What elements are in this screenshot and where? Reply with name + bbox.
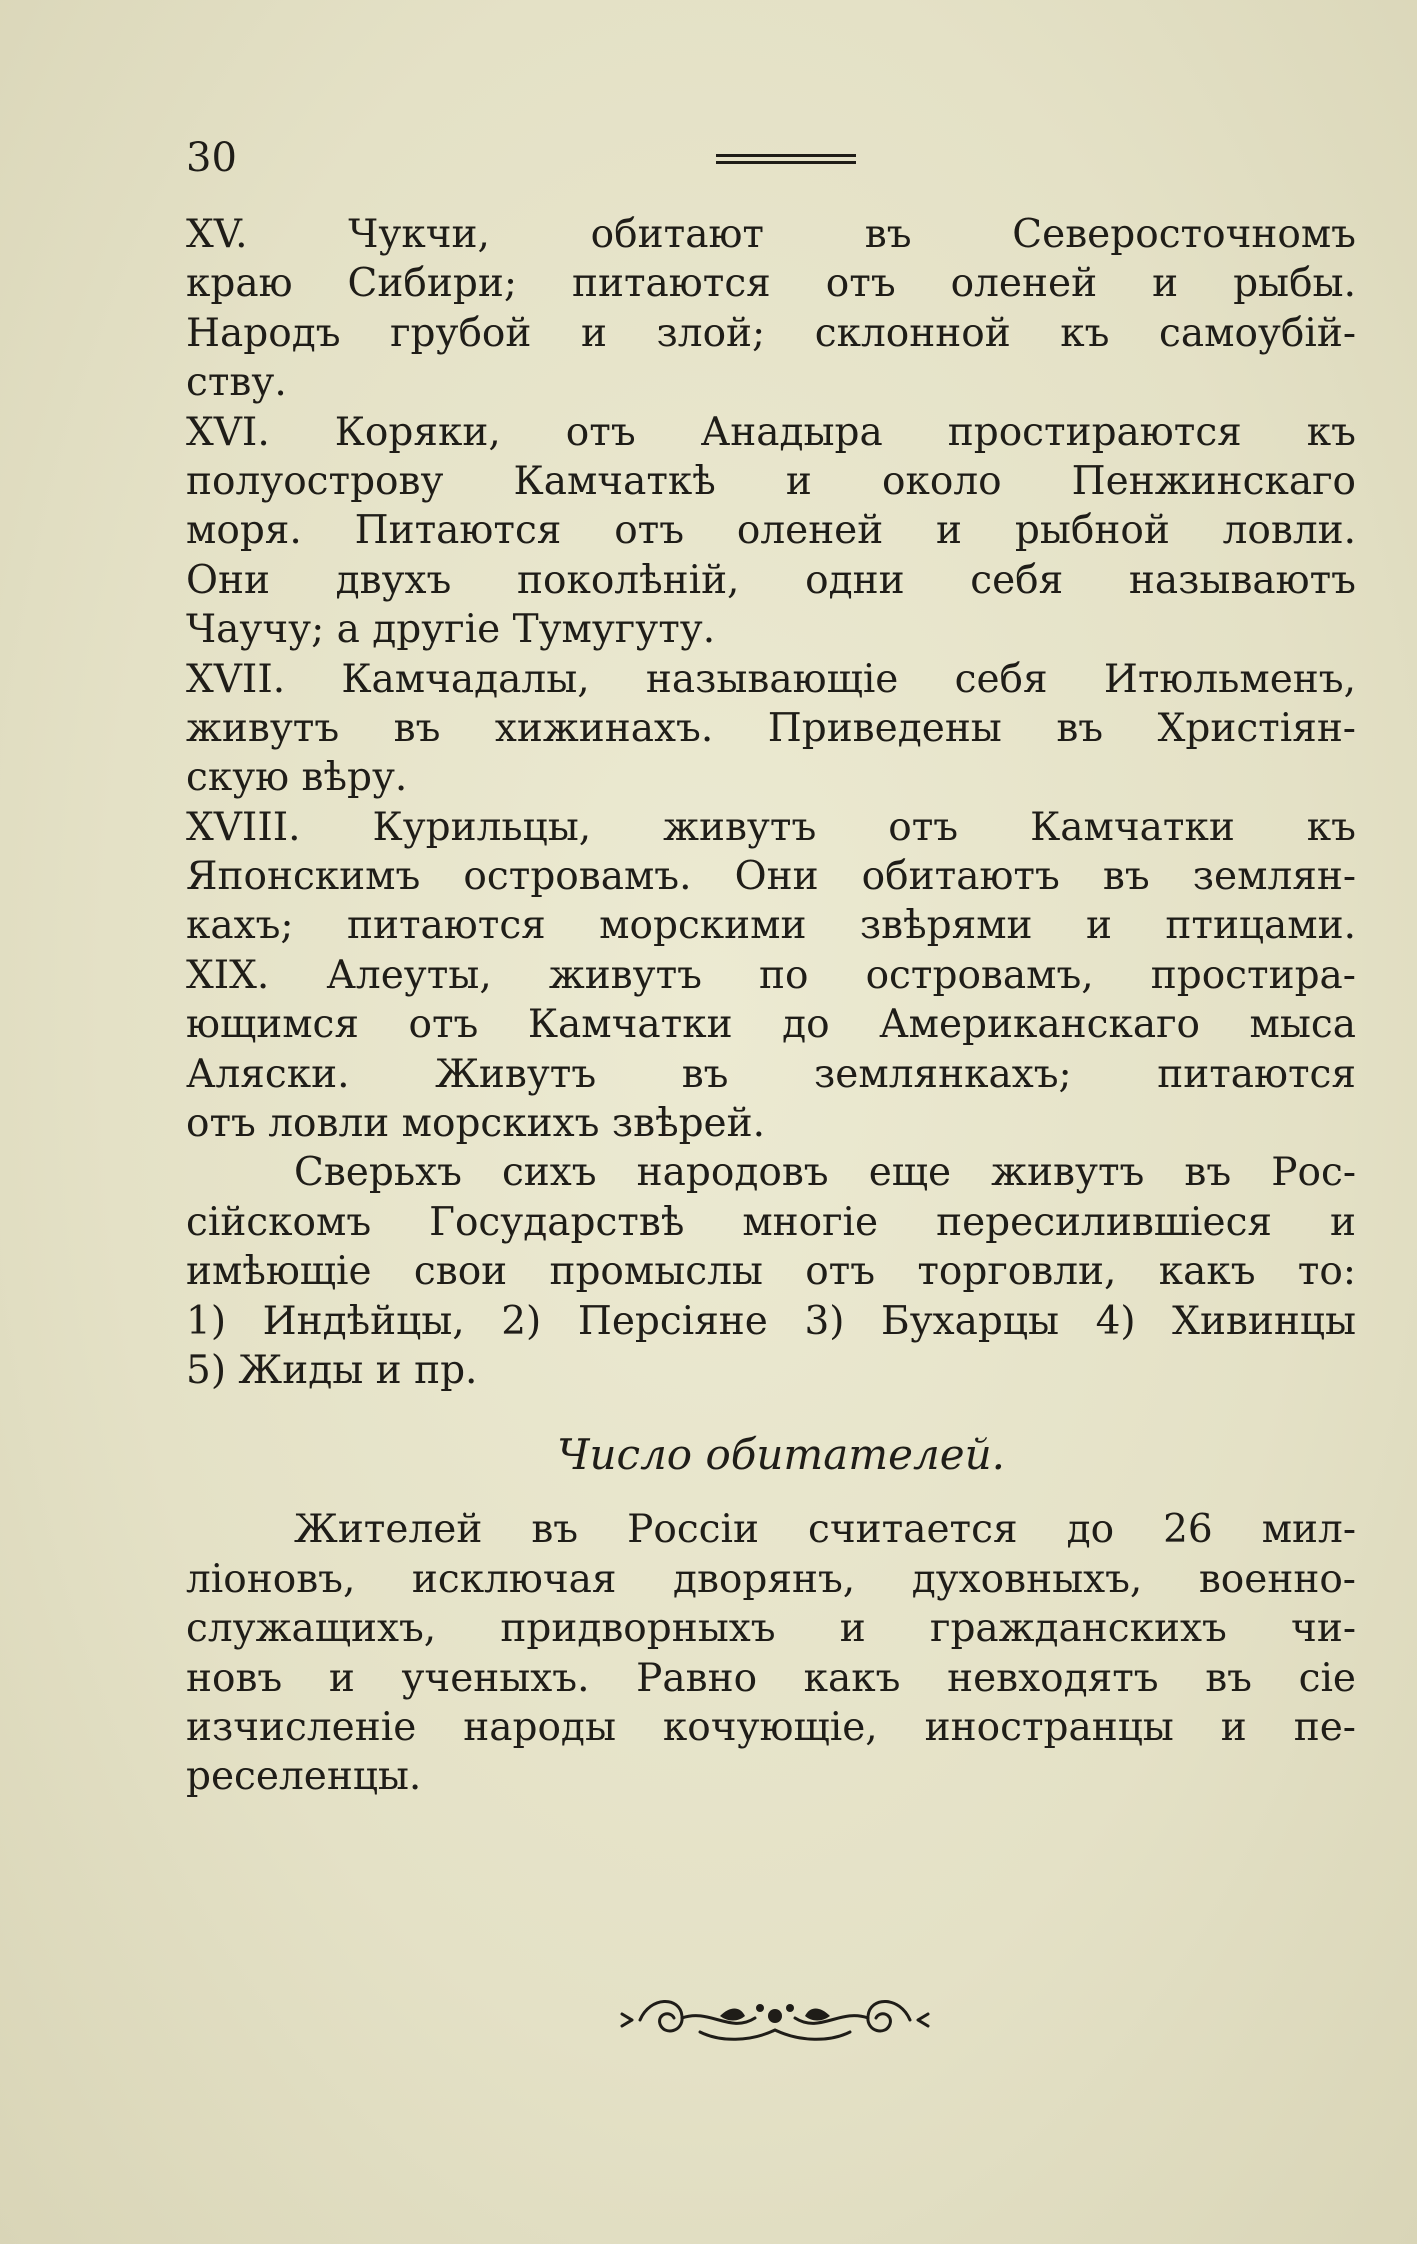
text-line-19: отъ ловли морскихъ звѣрей. xyxy=(186,1101,766,1147)
text-line-24: 5) Жиды и пр. xyxy=(186,1347,478,1393)
text-line-8: Они двухъ поколѣній, одни себя называютъ xyxy=(186,557,1356,603)
body-text xyxy=(186,210,1356,1802)
text-line-10: XVII. Камчадалы, называющіе себя Итюльменъ, xyxy=(186,656,1356,702)
paragraph-line-2: ліоновъ, исключая дворянъ, духовныхъ, военно- xyxy=(186,1556,1356,1602)
page-number: 30 xyxy=(186,135,237,181)
section-heading: Число обитателей. xyxy=(557,1430,1005,1480)
text-line-6: полуострову Камчаткѣ и около Пенжинскаго xyxy=(186,458,1356,504)
text-line-7: моря. Питаются отъ оленей и рыбной ловли. xyxy=(186,508,1356,554)
text-line-22: имѣющіе свои промыслы отъ торговли, какъ то: xyxy=(186,1249,1356,1295)
paragraph-line-5: изчисленіе народы кочующіе, иностранцы и пе- xyxy=(186,1704,1356,1750)
paragraph-line-1: Жителей въ Россіи считается до 26 мил- xyxy=(294,1507,1356,1553)
text-line-4: ству. xyxy=(186,360,287,406)
text-line-16: XIX. Алеуты, живутъ по островамъ, простира- xyxy=(186,952,1356,998)
population-paragraph xyxy=(186,1505,1356,1801)
text-line-5: XVI. Коряки, отъ Анадыра простираются къ xyxy=(186,409,1356,455)
ornament-icon xyxy=(620,1986,930,2052)
text-line-9: Чаучу; а другіе Тумугуту. xyxy=(186,607,716,653)
text-line-18: Аляски. Живутъ въ землянкахъ; питаются xyxy=(186,1051,1356,1097)
text-line-13: XVIII. Курильцы, живутъ отъ Камчатки къ xyxy=(186,804,1356,850)
text-line-20: Сверьхъ сихъ народовъ еще живутъ въ Рос- xyxy=(294,1150,1356,1196)
text-line-14: Японскимъ островамъ. Они обитаютъ въ землян- xyxy=(186,854,1356,900)
text-line-3: Народъ грубой и злой; склонной къ самоубій- xyxy=(186,310,1356,356)
text-line-21: сійскомъ Государствѣ многіе пересилившіеся и xyxy=(186,1199,1356,1245)
text-line-15: кахъ; питаются морскими звѣрями и птицами. xyxy=(186,903,1356,949)
text-line-2: краю Сибири; питаются отъ оленей и рыбы. xyxy=(186,261,1356,307)
text-line-17: ющимся отъ Камчатки до Американскаго мыса xyxy=(186,1002,1356,1048)
text-line-12: скую вѣру. xyxy=(186,755,408,801)
peoples-list xyxy=(186,210,1356,1395)
text-line-11: живутъ въ хижинахъ. Приведены въ Христіян- xyxy=(186,705,1356,751)
text-line-23: 1) Индѣйцы, 2) Персіяне 3) Бухарцы 4) Хивинцы xyxy=(186,1298,1356,1344)
header-double-rule xyxy=(716,154,856,168)
page-header xyxy=(186,128,1366,188)
paragraph-line-6: реселенцы. xyxy=(186,1754,422,1800)
text-line-1: XV. Чукчи, обитают въ Северосточномъ xyxy=(186,212,1356,257)
paragraph-line-3: служащихъ, придворныхъ и гражданскихъ чи- xyxy=(186,1606,1356,1652)
paragraph-line-4: новъ и ученыхъ. Равно какъ невходятъ въ сіе xyxy=(186,1655,1356,1701)
